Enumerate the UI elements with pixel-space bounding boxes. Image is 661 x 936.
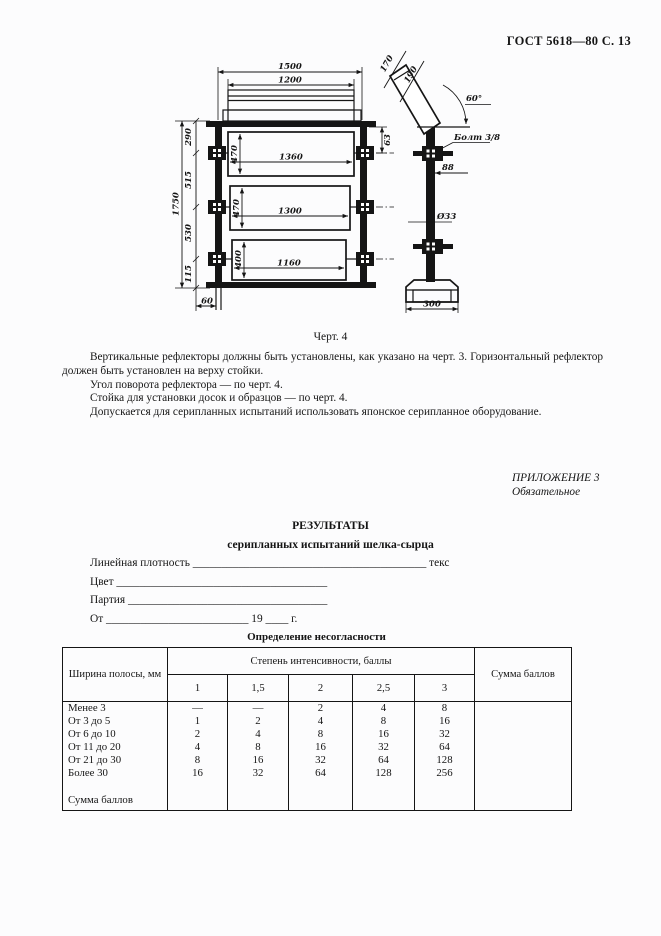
discord-table: [62, 647, 572, 811]
appendix-subtitle: Обязательное: [512, 485, 581, 498]
dim-h4: 115: [184, 265, 194, 283]
dim-h1: 290: [184, 128, 194, 146]
appendix-title: ПРИЛОЖЕНИЕ 3: [512, 472, 600, 484]
dim-arm-w1: 170: [378, 53, 397, 75]
cell: 16: [228, 754, 289, 767]
cell: 16: [353, 728, 415, 741]
table-row: [63, 741, 572, 754]
cell: 128: [353, 767, 415, 780]
row-label: Более 30: [63, 767, 168, 780]
dim-panel3-height: 400: [234, 250, 244, 268]
dim-foot: 60: [201, 296, 213, 307]
table-row: [63, 728, 572, 741]
sub-header: 3: [415, 675, 475, 702]
cell: 32: [289, 754, 353, 767]
paragraph: Стойка для установки досок и образцов — по черт. 4.: [90, 392, 348, 405]
table-footer-row: [63, 791, 572, 810]
sum-cell: [475, 791, 572, 810]
cell: 16: [289, 741, 353, 754]
results-title: РЕЗУЛЬТАТЫ: [292, 519, 369, 532]
cell: 8: [289, 728, 353, 741]
cell: 8: [353, 715, 415, 728]
dim-arm-w2: 190: [402, 64, 421, 86]
sub-header: 2: [289, 675, 353, 702]
cell: 8: [228, 741, 289, 754]
dim-angle: 60°: [466, 94, 483, 104]
dim-panel1-height: 470: [230, 145, 240, 163]
dim-panel3-width: 1160: [277, 258, 301, 269]
table-row: [63, 754, 572, 767]
row-label: От 6 до 10: [63, 728, 168, 741]
table-row: [63, 767, 572, 780]
results-subtitle: серипланных испытаний шелка-сырца: [227, 538, 434, 551]
dim-gap: 63: [383, 134, 393, 146]
table-row: [63, 702, 572, 716]
results-heading: [0, 516, 661, 554]
table-title: Определение несогласности: [247, 631, 386, 643]
cell: 2: [168, 728, 228, 741]
row-label: От 21 до 30: [63, 754, 168, 767]
paragraph: Допускается для серипланных испытаний использовать японское серипланное оборудование.: [90, 406, 542, 419]
col-header-band-width: Ширина полосы, мм: [63, 648, 168, 702]
dim-h2: 515: [184, 171, 194, 189]
dim-base: 300: [423, 299, 441, 310]
appendix-block: [512, 472, 600, 499]
sum-cell: [475, 741, 572, 754]
dim-clamp: 88: [442, 163, 454, 173]
form-line-linear-density: Линейная плотность _________________________________________ текс: [90, 557, 450, 569]
sum-cell: [475, 767, 572, 780]
cell: 256: [415, 767, 475, 780]
table-row: [63, 715, 572, 728]
cell: 4: [353, 702, 415, 716]
sum-cell: [475, 715, 572, 728]
table-row: [63, 780, 572, 791]
sum-cell: [475, 702, 572, 716]
cell: 2: [289, 702, 353, 716]
sub-header: 1: [168, 675, 228, 702]
dim-panel2-height: 470: [232, 199, 242, 217]
col-header-sum: Сумма баллов: [475, 648, 572, 702]
sub-header: 2,5: [353, 675, 415, 702]
row-label: Менее 3: [63, 702, 168, 716]
cell: 1: [168, 715, 228, 728]
bolt-label: Болт 3/8: [454, 133, 501, 143]
col-header-intensity-group: Степень интенсивности, баллы: [168, 648, 475, 675]
dim-top-total: 1500: [278, 62, 302, 72]
dim-h3: 530: [184, 224, 194, 242]
cell: —: [168, 702, 228, 716]
cell: 128: [415, 754, 475, 767]
technical-drawing: [170, 50, 502, 326]
cell: 2: [228, 715, 289, 728]
sum-cell: [475, 754, 572, 767]
figure-caption: Черт. 4: [313, 331, 348, 343]
cell: 32: [415, 728, 475, 741]
cell: 32: [353, 741, 415, 754]
form-line-date: От _________________________ 19 ____ г.: [90, 612, 298, 625]
dim-diameter: Ø33: [437, 212, 457, 222]
footer-label: Сумма баллов: [63, 791, 168, 810]
dim-total-height: 1750: [171, 192, 182, 216]
front-view: [172, 62, 395, 311]
paragraph: Угол поворота рефлектора — по черт. 4.: [90, 378, 283, 391]
cell: 4: [168, 741, 228, 754]
cell: —: [228, 702, 289, 716]
form-line-batch: Партия ___________________________________: [90, 594, 328, 607]
body-text: [62, 351, 603, 420]
cell: 32: [228, 767, 289, 780]
cell: 4: [228, 728, 289, 741]
side-view: [379, 51, 501, 313]
results-form: [90, 554, 449, 628]
row-label: От 11 до 20: [63, 741, 168, 754]
cell: 16: [168, 767, 228, 780]
cell: 4: [289, 715, 353, 728]
sum-cell: [475, 728, 572, 741]
cell: 64: [289, 767, 353, 780]
row-label: От 3 до 5: [63, 715, 168, 728]
dim-top-inner: 1200: [278, 75, 302, 86]
page-title: ГОСТ 5618—80 С. 13: [506, 34, 631, 48]
cell: 64: [353, 754, 415, 767]
cell: 8: [168, 754, 228, 767]
cell: 8: [415, 702, 475, 716]
dim-panel1-width: 1360: [279, 152, 303, 163]
paragraph: Вертикальные рефлекторы должны быть установлены, как указано на черт. 3. Горизонтальный рефлектор должен быть установлен на верху стойки.: [62, 351, 603, 377]
form-line-color: Цвет _____________________________________: [90, 575, 328, 588]
cell: 16: [415, 715, 475, 728]
cell: 64: [415, 741, 475, 754]
sub-header: 1,5: [228, 675, 289, 702]
dim-panel2-width: 1300: [278, 206, 302, 217]
